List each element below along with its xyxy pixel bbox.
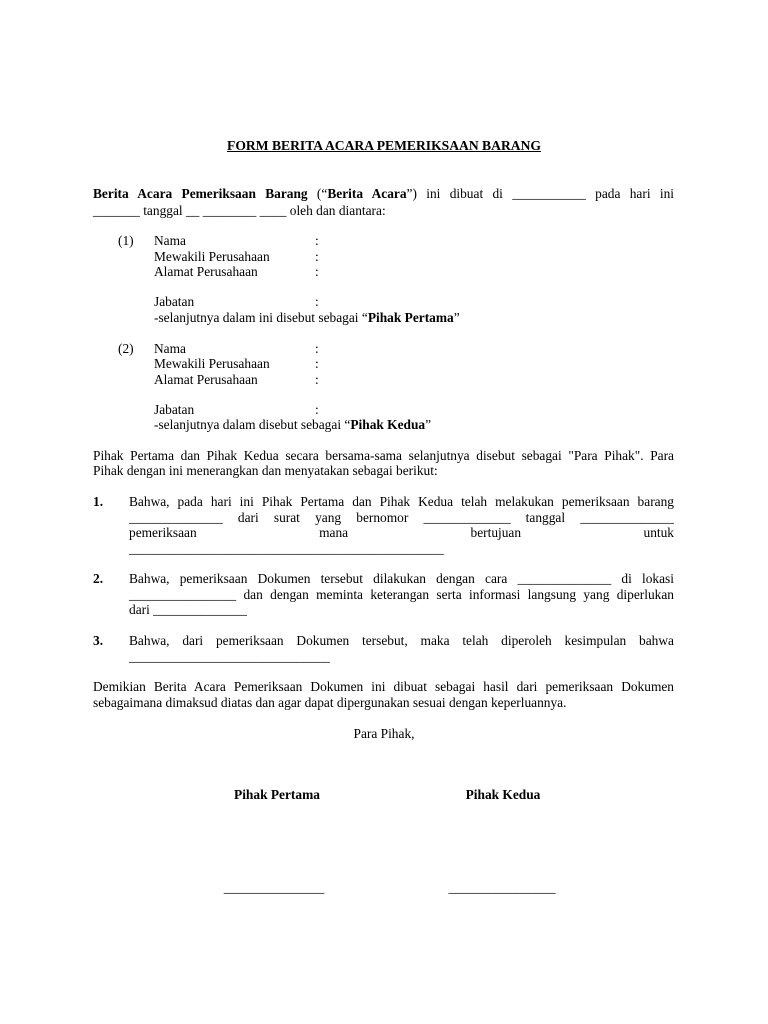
item-2-line-1: Bahwa, pemeriksaan Dokumen tersebut dilakukan dengan cara ______________ di lokasi (129, 571, 674, 586)
party2-note-bold: Pihak Kedua (350, 417, 426, 432)
party2-field-perusahaan: Mewakili Perusahaan (154, 356, 270, 371)
party1-note-bold: Pihak Pertama (367, 310, 454, 325)
closing-line-1: Demikian Berita Acara Pemeriksaan Dokumen ini dibuat sebagai hasil dari pemeriksaan Dokumen (93, 679, 674, 694)
party1-field-nama: Nama (154, 233, 186, 248)
signoff-text: Para Pihak, (353, 726, 415, 741)
signature-left-line: _______________ (223, 880, 325, 895)
document-title: FORM BERITA ACARA PEMERIKSAAN BARANG (227, 138, 541, 153)
party2-colon-jabatan: : (315, 402, 319, 417)
para-pihak-line-1: Pihak Pertama dan Pihak Kedua secara bersama-sama selanjutnya disebut sebagai "Para Pihak". Para (93, 448, 674, 463)
party1-colon-nama: : (315, 233, 319, 248)
party1-field-perusahaan: Mewakili Perusahaan (154, 249, 270, 264)
intro-bold-short: Berita Acara (327, 186, 407, 201)
party1-colon-jabatan: : (315, 294, 319, 309)
party2-note-prefix: -selanjutnya dalam disebut sebagai “ (154, 417, 351, 432)
item-1-line-3: pemeriksaan mana bertujuan untuk (129, 525, 674, 540)
party2-number: (2) (118, 341, 134, 356)
party2-colon-alamat: : (315, 372, 319, 387)
closing-line-2: sebagaimana dimaksud diatas dan agar dapat dipergunakan sesuai dengan keperluannya. (93, 695, 567, 710)
item-3-number: 3. (93, 633, 104, 648)
party2-note (154, 417, 431, 433)
party1-colon-perusahaan: : (315, 249, 319, 264)
party2-field-jabatan: Jabatan (154, 402, 195, 417)
party2-field-nama: Nama (154, 341, 186, 356)
party1-note-prefix: -selanjutnya dalam ini disebut sebagai “ (154, 310, 368, 325)
item-1-number: 1. (93, 494, 104, 509)
item-1-line-4: _______________________________________________ (129, 541, 444, 556)
item-1-line-1: Bahwa, pada hari ini Pihak Pertama dan Pihak Kedua telah melakukan pemeriksaan barang (129, 494, 674, 509)
party2-colon-nama: : (315, 341, 319, 356)
item-2-number: 2. (93, 571, 104, 586)
party1-note (154, 310, 460, 326)
item-3-line-2: ______________________________ (129, 649, 330, 664)
signature-left-label: Pihak Pertama (234, 787, 320, 802)
intro-mid: (“ (307, 186, 328, 201)
para-pihak-line-2: Pihak dengan ini menerangkan dan menyatakan sebagai berikut: (93, 463, 438, 478)
intro-bold-lead: Berita Acara Pemeriksaan Barang (93, 186, 308, 201)
party2-note-suffix: ” (425, 417, 432, 432)
intro-line-2: _______ tanggal __ ________ ____ oleh dan diantara: (93, 203, 386, 218)
party1-note-suffix: ” (453, 310, 460, 325)
signature-right-line: ________________ (448, 880, 556, 895)
intro-line-1 (93, 186, 674, 202)
party1-colon-alamat: : (315, 264, 319, 279)
intro-rest: ”) ini dibuat di ___________ pada hari ini (406, 186, 674, 201)
party2-colon-perusahaan: : (315, 356, 319, 371)
item-2-line-3: dari ______________ (129, 602, 247, 617)
signature-right-label: Pihak Kedua (465, 787, 541, 802)
party1-field-jabatan: Jabatan (154, 294, 195, 309)
party2-field-alamat: Alamat Perusahaan (154, 372, 258, 387)
item-1-line-2: ______________ dari surat yang bernomor _____________ tanggal ______________ (129, 510, 674, 525)
item-3-line-1: Bahwa, dari pemeriksaan Dokumen tersebut, maka telah diperoleh kesimpulan bahwa (129, 633, 674, 648)
item-2-line-2: ________________ dan dengan meminta keterangan serta informasi langsung yang diperlukan (129, 587, 674, 602)
party1-number: (1) (118, 233, 134, 248)
party1-field-alamat: Alamat Perusahaan (154, 264, 258, 279)
